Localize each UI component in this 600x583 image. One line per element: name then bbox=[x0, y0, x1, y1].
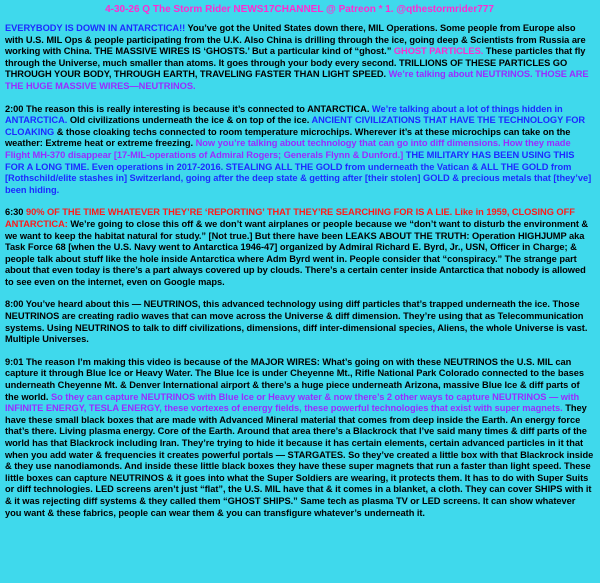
text-segment: These particles that fly through the Universe, much smaller than atoms. It goes through your body every second. TRILLIONS OF THESE PARTICLES GO THROUGH YOUR BODY, THROUGH EARTH, TRAVELING FASTER THAN LIGHT SPEED. bbox=[5, 46, 586, 80]
paragraph-3 bbox=[5, 207, 594, 288]
text-segment: 8:00 You’ve heard about this — NEUTRINOS, this advanced technology using diff particles that’s trapped underneath the ice. Those NEUTRINOS are creating radio waves that can move across the Universe & diff dimension. They’re using that as Telecommunication systems. Using NEUTRINOS to talk to diff civilizations, dimensions, diff inter-dimensional species, Aliens, the whole Universe is vast. Multiple Universes. bbox=[5, 299, 588, 345]
paragraph-4 bbox=[5, 299, 594, 345]
text-segment: ANCIENT CIVILIZATIONS THAT HAVE THE TECHNOLOGY FOR CLOAKING bbox=[5, 115, 586, 137]
document-body bbox=[5, 23, 594, 519]
text-segment: You’ve got the United States down there, MIL Operations. Some people from Europe also with U.S. MIL Ops & people participating from the U.K. Also China is drilling through the ice, going deep & Scientists from Russia are working with China. THE MASSIVE WIRES IS ‘GHOSTS.’ But a particular kind of “ghost.” bbox=[5, 23, 586, 57]
document-header: 4-30-26 Q The Storm Rider NEWS17CHANNEL @ Patreon * 1. @qthestormrider777 bbox=[105, 4, 494, 15]
text-segment: We’re talking about NEUTRINOS. THOSE ARE THE HUGE MASSIVE WIRES—NEUTRINOS. bbox=[5, 69, 589, 91]
text-segment: 9:01 The reason I’m making this video is because of the MAJOR WIRES: What’s going on with these NEUTRINOS the U.S. MIL can capture it through Blue Ice or Heavy Water. The Blue Ice is under Cheyenne Mt., Rifle National Park Colorado connected to the bases underneath Cheyenne Mt. & Denver International airport & there’s a huge piece underneath Arizona, massive Blue Ice & diff parts of the world. bbox=[5, 356, 584, 402]
text-segment: We’re talking about a lot of things hidden in ANTARCTICA. bbox=[5, 103, 563, 126]
text-segment: They have these small black boxes that are made with Advanced Mineral material that comes from deep inside the Earth. An energy force that’s there. Living plasma energy. Core of the Earth. Around that area there’s a Blackrock that I’ve said many times & diff parts of the world has that Blackrock including Iran. They’re trying to hide it because it has certain elements, certain advanced particles in it that when you add water & frequencies it creates powerful portals — STARGATES. So they’ve created a little box with that Blackrock inside & they use nanodiamonds. And inside these little black boxes they have these super magnets that run a faster than light speed. These little boxes can capture NEUTRINOS & it goes into what the Super Soldiers are wearing, it protects them. It has to do with Super Suits or diff technologies. LED screens aren’t just “flat”, the U.S. MIL have that & it comes in a blanket, a cloth. They can cover SHIPS with it & it was rejecting diff systems & they called them “GHOST SHIPS.” Same tech as plasma TV or LED screens. It can show whatever you want & these fabrics, people can wear them & you can transfigure whatever’s underneath it. bbox=[5, 403, 594, 518]
text-segment: 6:30 bbox=[5, 207, 26, 218]
paragraph-5 bbox=[5, 357, 594, 519]
text-segment: Now you’re talking about technology that can go into diff dimensions. How they made Flight MH-370 disappear [17-MIL-operations of Admiral Rogers; Generals Flynn & Dunford.] bbox=[5, 138, 571, 160]
paragraph-1 bbox=[5, 23, 594, 93]
text-segment: 90% OF THE TIME WHATEVER THEY’RE ‘REPORTING’ THAT THEY’RE SEARCHING FOR IS A LIE. Like in 1959, CLOSING OFF ANTARCTICA: bbox=[5, 207, 575, 229]
text-segment: So they can capture NEUTRINOS with Blue Ice or Heavy water & now there’s 2 other ways to capture NEUTRINOS — with INFINITE ENERGY, TESLA ENERGY, these vortexes of energy fields, these powerful technologies that exist with super magnets. bbox=[5, 391, 580, 414]
text-segment: THE MILITARY HAS BEEN USING THIS FOR A LONG TIME. Even operations in 2017-2016. STEALING ALL THE GOLD from underneath the Vatican & ALL THE GOLD from [Rothschild/elite stashes in] Switzerland, going after the deep state & getting after [their stolen] GOLD & precious metals that [they’ve] been hiding. bbox=[5, 149, 592, 195]
text-segment: Old civilizations underneath the ice & on top of the ice. bbox=[69, 115, 312, 126]
paragraph-2 bbox=[5, 104, 594, 197]
text-segment: & those cloaking techs connected to room temperature microchips. Wherever it’s at these microchips can take on the weather: Extreme heat or extreme freezing. bbox=[5, 126, 571, 149]
text-segment: 2:00 The reason this is really interesting is because it’s connected to ANTARCTICA. bbox=[5, 103, 372, 114]
text-segment: EVERYBODY IS DOWN IN ANTARCTICA!! bbox=[5, 23, 188, 33]
text-segment: We’re going to close this off & we don’t want airplanes or people because we “don’t want to disturb the environment & we want to keep the habitat natural for study.” [Not true.] But there have been LEAKS ABOUT THE TRUTH: Operation HIGHJUMP aka Task Force 68 [when the U.S. Navy went to Antarctica 1946-47] organized by Admiral Richard E. Byrd, Jr., USN, Officer in Charge; & people talk about stuff like the hole inside Antarctica where Adm Byrd went in. People consider that “conspiracy.” The strange part about that even today is there’s a part always covered up by clouds. There’s a certain center inside Antarctica that nobody is allowed to see even on the internet, even on Google maps. bbox=[5, 218, 589, 287]
text-segment: GHOST PARTICLES. bbox=[393, 46, 486, 57]
